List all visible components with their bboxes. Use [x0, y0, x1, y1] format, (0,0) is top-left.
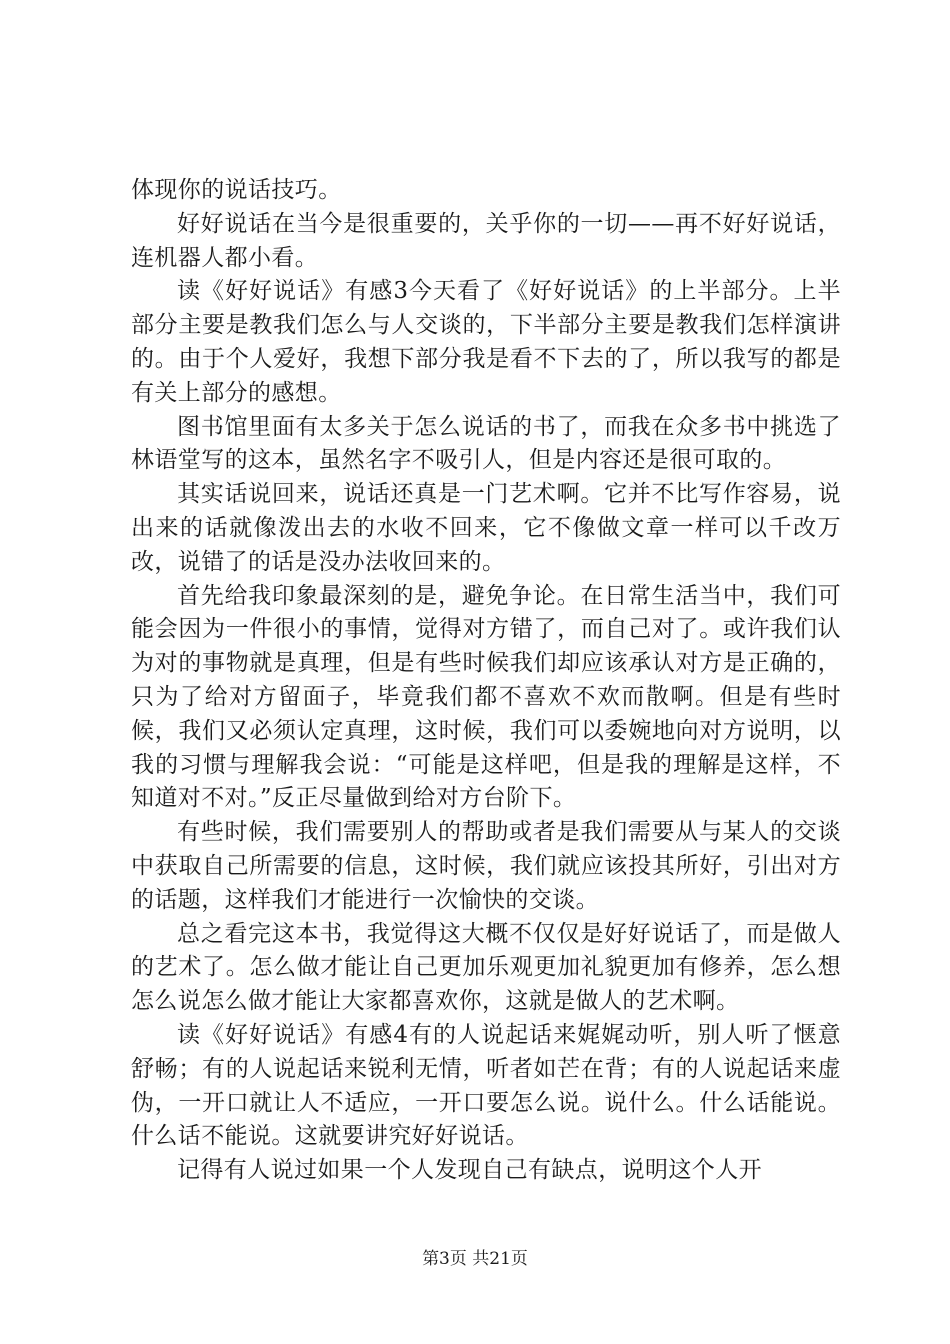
paragraph: 好好说话在当今是很重要的，关乎你的一切——再不好好说话，连机器人都小看。 — [131, 210, 841, 271]
paragraph: 首先给我印象最深刻的是，避免争论。在日常生活当中，我们可能会因为一件很小的事情，觉得对方错了，而自己对了。或许我们认为对的事物就是真理，但是有些时候我们却应该承认对方是正确的，只为了给对方留面子，毕竟我们都不喜欢不欢而散啊。但是有些时候，我们又必须认定真理，这时候，我们可以委婉地向对方说明，以我的习惯与理解我会说：“可能是这样吧，但是我的理解是这样，不知道对不对。”反正尽量做到给对方台阶下。 — [131, 582, 841, 812]
page-number-footer: 第3页 共21页 — [422, 1249, 528, 1269]
paragraph: 读《好好说话》有感3今天看了《好好说话》的上半部分。上半部分主要是教我们怎么与人交谈的，下半部分主要是教我们怎样演讲的。由于个人爱好，我想下部分我是看不下去的了，所以我写的都是有关上部分的感想。 — [131, 278, 841, 406]
paragraph: 有些时候，我们需要别人的帮助或者是我们需要从与某人的交谈中获取自己所需要的信息，这时候，我们就应该投其所好，引出对方的话题，这样我们才能进行一次愉快的交谈。 — [131, 819, 841, 913]
document-body — [131, 174, 841, 1188]
paragraph: 图书馆里面有太多关于怎么说话的书了，而我在众多书中挑选了林语堂写的这本，虽然名字不吸引人，但是内容还是很可取的。 — [131, 413, 841, 474]
paragraph-continuation: 体现你的说话技巧。 — [131, 177, 342, 203]
paragraph: 记得有人说过如果一个人发现自己有缺点，说明这个人开 — [177, 1157, 762, 1184]
paragraph: 读《好好说话》有感4有的人说起话来娓娓动听，别人听了惬意舒畅；有的人说起话来锐利无情，听者如芒在背；有的人说起话来虚伪，一开口就让人不适应，一开口要怎么说。说什么。什么话能说。什么话不能说。这就要讲究好好说话。 — [131, 1021, 841, 1150]
paragraph: 其实话说回来，说话还真是一门艺术啊。它并不比写作容易，说出来的话就像泼出去的水收不回来，它不像做文章一样可以千改万改，说错了的话是没办法收回来的。 — [131, 481, 841, 575]
paragraph: 总之看完这本书，我觉得这大概不仅仅是好好说话了，而是做人的艺术了。怎么做才能让自己更加乐观更加礼貌更加有修养，怎么想怎么说怎么做才能让大家都喜欢你，这就是做人的艺术啊。 — [131, 920, 841, 1015]
